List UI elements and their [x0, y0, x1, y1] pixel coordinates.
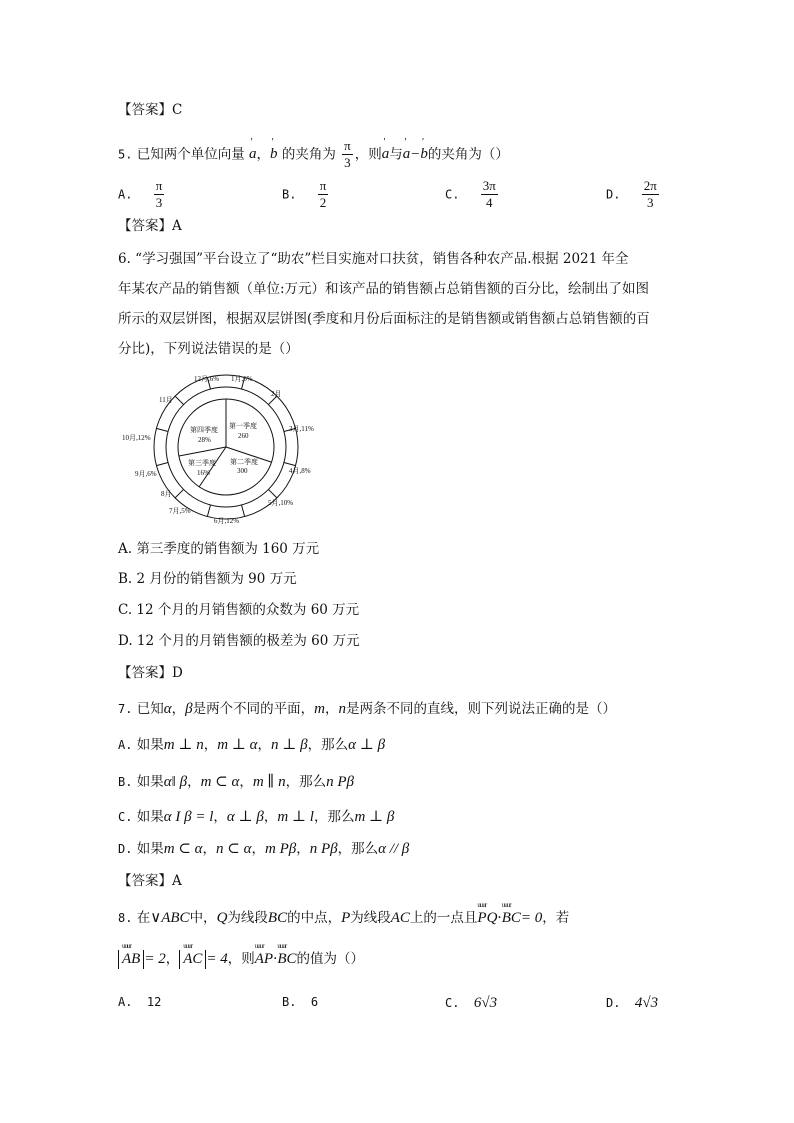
- q5-minus: −: [410, 146, 421, 163]
- month-divider: [242, 505, 245, 517]
- q6-line-2: 年某农产品的销售额（单位:万元）和该产品的销售额占总销售额的百分比，绘制出了如图: [118, 281, 650, 297]
- q5-angle-fraction: $\frac{\pi}{3}$: [344, 138, 351, 171]
- month-label-6: 6月,12%: [214, 517, 240, 525]
- question-5: [118, 138, 509, 172]
- q7-option-c: C. 如果α I β = l，α ⊥ β，m ⊥ l，那么m ⊥ β: [118, 809, 395, 825]
- question-8-line-1: 8. 在∨ABC中，Q为线段BC的中点，P为线段AC上的一点且uuur PQ·uuur BC= 0，若: [118, 911, 569, 926]
- q5-sep: ，: [256, 146, 271, 163]
- quarter-4-name: 第四季度: [190, 426, 218, 434]
- month-label-7: 7月,5%: [169, 507, 191, 515]
- q7-option-a: A. 如果m ⊥ n，m ⊥ α，n ⊥ β，那么α ⊥ β: [118, 737, 386, 753]
- q5-option-c: C. $\frac{3\pi}{4}$: [445, 178, 496, 211]
- vector-b-2: ' b: [420, 147, 428, 162]
- month-label-2: 2月: [271, 390, 282, 398]
- month-label-11: 11月: [159, 396, 173, 404]
- double-pie-chart: [118, 368, 348, 530]
- question-7: 7. 已知α，β是两个不同的平面，m，n是两条不同的直线，则下列说法正确的是（）: [118, 701, 616, 717]
- q5-text-4: 与: [389, 146, 403, 163]
- q6-line-3: 所示的双层饼图，根据双层饼图(季度和月份后面标注的是销售额或销售额占总销售额的百: [118, 311, 650, 327]
- quarter-3-value: 16%: [197, 469, 210, 477]
- month-divider: [175, 396, 183, 404]
- q8-option-c: C. 6√3: [445, 995, 498, 1011]
- q6-option-c: C. 12 个月的月销售额的众数为 60 万元: [118, 602, 360, 618]
- q6-line-1: 6. “学习强国”平台设立了“助农”栏目实施对口扶贫，销售各种农产品.根据 2021 年全: [118, 251, 629, 267]
- answer-q4: 【答案】C: [118, 102, 183, 118]
- month-label-8: 8月: [161, 490, 172, 498]
- answer-q7: 【答案】A: [118, 873, 182, 889]
- quarter-divider-4: [179, 447, 226, 456]
- answer-q5: 【答案】A: [118, 218, 182, 234]
- quarter-3-name: 第三季度: [188, 459, 216, 467]
- q5-text-3: ，则: [354, 146, 382, 163]
- q6-option-d: D. 12 个月的月销售额的极差为 60 万元: [118, 633, 360, 649]
- q5-text-1: 已知两个单位向量: [136, 146, 245, 163]
- month-label-5: 5月,10%: [268, 499, 294, 507]
- month-label-4: 4月,8%: [289, 467, 311, 475]
- quarter-2-name: 第二季度: [230, 458, 258, 466]
- month-label-9: 9月,6%: [135, 470, 157, 478]
- q5-option-b: B. $\frac{\pi}{2}$: [282, 178, 327, 211]
- quarter-divider-3: [199, 447, 226, 487]
- q5-text-5: 的夹角为（）: [427, 146, 509, 163]
- q8-option-b: B. 6: [282, 995, 319, 1009]
- q7-option-b: B. 如果α‖ β，m ⊂ α，m ∥ n，那么n Pβ: [118, 774, 354, 790]
- q5-text-2: 的夹角为: [281, 146, 336, 163]
- month-divider: [156, 428, 168, 431]
- month-label-12: 12月,6%: [194, 375, 220, 383]
- q8-option-a: A. 12: [118, 995, 162, 1009]
- q5-option-d: D. $\frac{2\pi}{3}$: [606, 178, 657, 211]
- q5-number: 5.: [118, 147, 133, 162]
- q8-option-d: D. 4√3: [606, 995, 659, 1011]
- q7-option-d: D. 如果m ⊂ α，n ⊂ α，m Pβ，n Pβ，那么α // β: [118, 841, 410, 857]
- q6-option-a: A. 第三季度的销售额为 160 万元: [118, 541, 320, 557]
- answer-q6: 【答案】D: [118, 665, 183, 681]
- month-divider: [207, 505, 210, 517]
- quarter-2-value: 300: [237, 467, 248, 475]
- month-label-3: 3月,11%: [289, 425, 314, 433]
- q6-option-b: B. 2 月份的销售额为 90 万元: [118, 571, 297, 587]
- question-8-line-2: uuur AB = 2，uuur AC = 4，则uuur AP·uuur BC的值为（）: [118, 950, 364, 969]
- vector-a-2: ' a: [382, 147, 390, 162]
- quarter-1-name: 第一季度: [229, 422, 257, 430]
- month-divider: [175, 489, 183, 497]
- quarter-1-value: 260: [238, 432, 249, 440]
- month-label-1: 1月,6%: [231, 375, 253, 383]
- month-divider: [268, 489, 276, 497]
- vector-a: ' a: [249, 147, 257, 162]
- vector-a-3: ' a: [403, 147, 411, 162]
- month-divider: [284, 463, 296, 466]
- q5-option-a: A. $\frac{\pi}{3}$: [118, 178, 163, 211]
- month-divider: [156, 463, 168, 466]
- quarter-4-value: 28%: [198, 436, 211, 444]
- vector-b: ' b: [270, 147, 278, 162]
- q6-line-4: 分比)，下列说法错误的是（）: [118, 341, 299, 357]
- month-label-10: 10月,12%: [122, 434, 151, 442]
